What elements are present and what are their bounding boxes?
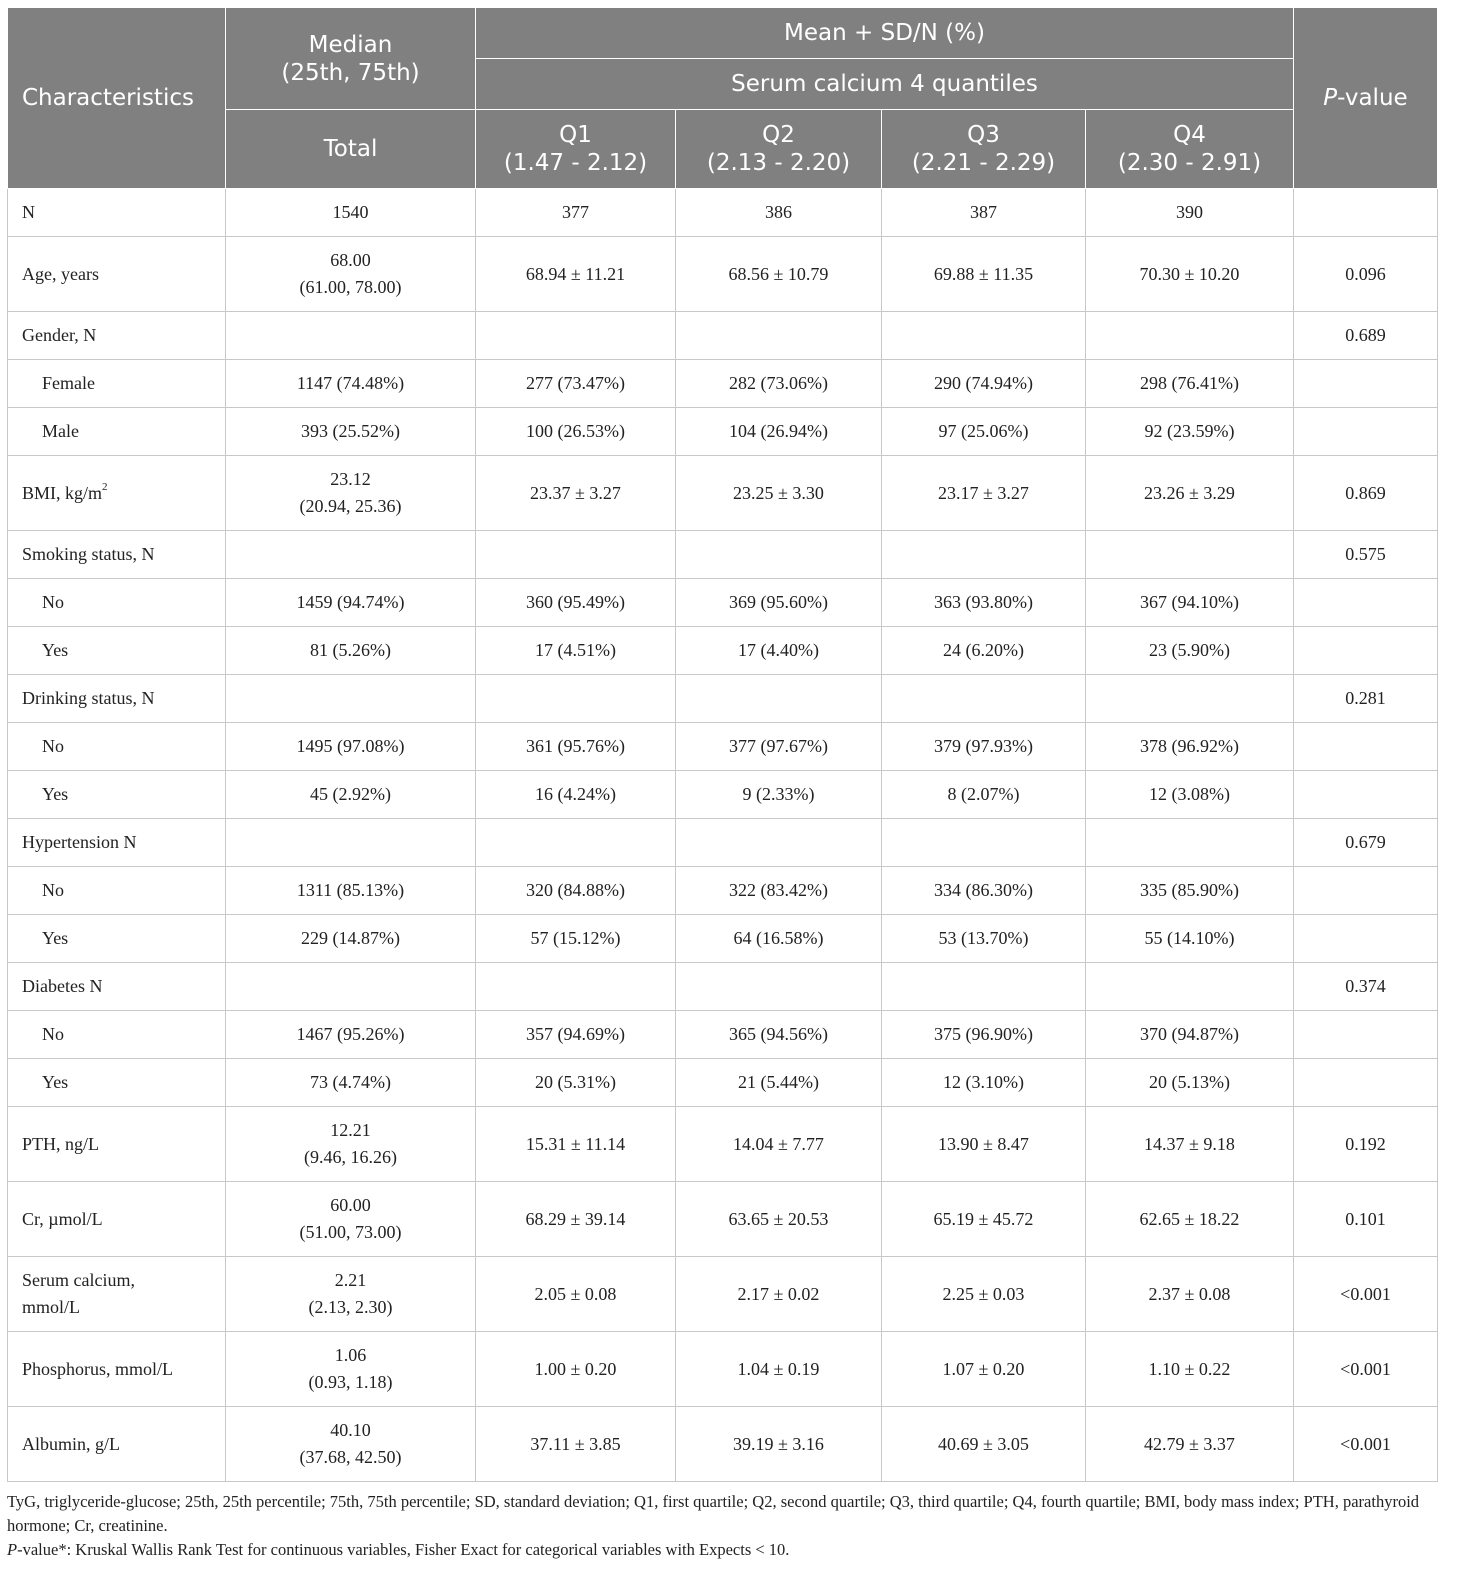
cell-pvalue: [1294, 723, 1438, 771]
row-label: Yes: [8, 1059, 226, 1107]
cell-total: 45 (2.92%): [226, 771, 476, 819]
cell-q1: 2.05 ± 0.08: [476, 1257, 676, 1332]
cell-q1: 1.00 ± 0.20: [476, 1332, 676, 1407]
cell-q4: 390: [1086, 189, 1294, 237]
cell-total: [226, 1107, 476, 1182]
cell-q1: 37.11 ± 3.85: [476, 1407, 676, 1482]
row-label: [8, 1257, 226, 1332]
cell-total: [226, 237, 476, 312]
row-label: Age, years: [8, 237, 226, 312]
cell-q1: 277 (73.47%): [476, 360, 676, 408]
cell-pvalue: [1294, 771, 1438, 819]
cell-total: [226, 456, 476, 531]
row-pth: [8, 1107, 1438, 1182]
header-pvalue: [1294, 8, 1438, 189]
header-q4: [1086, 110, 1294, 189]
cell-q3: 375 (96.90%): [882, 1011, 1086, 1059]
cell-q3: 379 (97.93%): [882, 723, 1086, 771]
cell-total: [226, 1257, 476, 1332]
header-q2-name: Q2: [762, 122, 795, 148]
row-label-superscript: 2: [102, 480, 108, 493]
cell-total: 1147 (74.48%): [226, 360, 476, 408]
row-label: Drinking status, N: [8, 675, 226, 723]
row-drinking: [8, 675, 1438, 723]
row-label: Gender, N: [8, 312, 226, 360]
cell-q2: [676, 531, 882, 579]
cell-pvalue: [1294, 579, 1438, 627]
cell-q2: 23.25 ± 3.30: [676, 456, 882, 531]
header-pvalue-rest: -value: [1337, 85, 1408, 111]
cell-q2: [676, 675, 882, 723]
table-footnotes: [7, 1490, 1437, 1562]
cell-q3: 363 (93.80%): [882, 579, 1086, 627]
cell-pvalue: 0.101: [1294, 1182, 1438, 1257]
cell-q1: 361 (95.76%): [476, 723, 676, 771]
cell-pvalue: [1294, 189, 1438, 237]
cell-q3: [882, 531, 1086, 579]
header-subgroup-title: Serum calcium 4 quantiles: [476, 59, 1294, 110]
header-q3-range: (2.21 - 2.29): [911, 150, 1056, 176]
row-hypertension-yes: [8, 915, 1438, 963]
cell-total-iqr: (0.93, 1.18): [308, 1372, 393, 1392]
row-gender: [8, 312, 1438, 360]
cell-q2: [676, 819, 882, 867]
header-q2: [676, 110, 882, 189]
row-phosphorus: [8, 1332, 1438, 1407]
header-q1: [476, 110, 676, 189]
row-label: PTH, ng/L: [8, 1107, 226, 1182]
cell-total-iqr: (2.13, 2.30): [308, 1297, 393, 1317]
header-q3-name: Q3: [967, 122, 1000, 148]
cell-total-median: 60.00: [330, 1195, 371, 1215]
cell-q4: 378 (96.92%): [1086, 723, 1294, 771]
cell-q1: [476, 819, 676, 867]
cell-q2: 104 (26.94%): [676, 408, 882, 456]
cell-pvalue: <0.001: [1294, 1257, 1438, 1332]
cell-total: 1467 (95.26%): [226, 1011, 476, 1059]
cell-q2: 322 (83.42%): [676, 867, 882, 915]
cell-total: 1495 (97.08%): [226, 723, 476, 771]
row-serum-calcium: [8, 1257, 1438, 1332]
row-label: [8, 456, 226, 531]
cell-q1: 16 (4.24%): [476, 771, 676, 819]
cell-q3: 24 (6.20%): [882, 627, 1086, 675]
cell-q3: 69.88 ± 11.35: [882, 237, 1086, 312]
cell-q2: 17 (4.40%): [676, 627, 882, 675]
row-label: Albumin, g/L: [8, 1407, 226, 1482]
cell-q1: 68.29 ± 39.14: [476, 1182, 676, 1257]
cell-q3: 13.90 ± 8.47: [882, 1107, 1086, 1182]
cell-total-median: 23.12: [330, 469, 371, 489]
row-drinking-no: [8, 723, 1438, 771]
row-label: Phosphorus, mmol/L: [8, 1332, 226, 1407]
cell-q3: [882, 675, 1086, 723]
footnote-pvalue-italic: P: [7, 1540, 18, 1559]
cell-q3: 290 (74.94%): [882, 360, 1086, 408]
header-median: [226, 8, 476, 110]
cell-q2: [676, 963, 882, 1011]
baseline-characteristics-table: [7, 7, 1438, 1482]
cell-total: 1311 (85.13%): [226, 867, 476, 915]
row-smoking: [8, 531, 1438, 579]
cell-total: [226, 963, 476, 1011]
cell-pvalue: 0.096: [1294, 237, 1438, 312]
row-label: Hypertension N: [8, 819, 226, 867]
row-label: No: [8, 867, 226, 915]
row-cr: [8, 1182, 1438, 1257]
cell-pvalue: [1294, 915, 1438, 963]
cell-pvalue: 0.192: [1294, 1107, 1438, 1182]
header-total: Total: [226, 110, 476, 189]
cell-q4: 12 (3.08%): [1086, 771, 1294, 819]
cell-pvalue: <0.001: [1294, 1332, 1438, 1407]
cell-q1: 17 (4.51%): [476, 627, 676, 675]
cell-q4: [1086, 312, 1294, 360]
cell-q2: 282 (73.06%): [676, 360, 882, 408]
cell-pvalue: <0.001: [1294, 1407, 1438, 1482]
cell-q4: 2.37 ± 0.08: [1086, 1257, 1294, 1332]
row-label: No: [8, 723, 226, 771]
cell-q1: 20 (5.31%): [476, 1059, 676, 1107]
cell-q2: 365 (94.56%): [676, 1011, 882, 1059]
cell-q2: 2.17 ± 0.02: [676, 1257, 882, 1332]
cell-q1: 357 (94.69%): [476, 1011, 676, 1059]
cell-q3: 1.07 ± 0.20: [882, 1332, 1086, 1407]
cell-q2: 9 (2.33%): [676, 771, 882, 819]
cell-q2: 63.65 ± 20.53: [676, 1182, 882, 1257]
header-median-line1: Median: [308, 31, 393, 58]
row-label: N: [8, 189, 226, 237]
cell-q2: 39.19 ± 3.16: [676, 1407, 882, 1482]
cell-q2: [676, 312, 882, 360]
header-group-title: Mean + SD/N (%): [476, 8, 1294, 59]
cell-total-iqr: (9.46, 16.26): [304, 1147, 397, 1167]
row-label: Smoking status, N: [8, 531, 226, 579]
header-q2-range: (2.13 - 2.20): [706, 150, 851, 176]
cell-q1: [476, 312, 676, 360]
cell-q4: 23.26 ± 3.29: [1086, 456, 1294, 531]
cell-q3: 387: [882, 189, 1086, 237]
row-label: Yes: [8, 915, 226, 963]
cell-q1: 23.37 ± 3.27: [476, 456, 676, 531]
row-label: Male: [8, 408, 226, 456]
cell-q4: 23 (5.90%): [1086, 627, 1294, 675]
cell-pvalue: 0.869: [1294, 456, 1438, 531]
row-label: Cr, µmol/L: [8, 1182, 226, 1257]
footnote-abbreviations: TyG, triglyceride-glucose; 25th, 25th percentile; 75th, 75th percentile; SD, standard deviation; Q1, first quartile; Q2, second quartile; Q3, third quartile; Q4, fourth quartile; BMI, body mass index; PTH, parathyroid hormone; Cr, creatinine.: [7, 1492, 1420, 1535]
cell-q1: 377: [476, 189, 676, 237]
cell-pvalue: [1294, 408, 1438, 456]
cell-q4: [1086, 963, 1294, 1011]
cell-q4: 14.37 ± 9.18: [1086, 1107, 1294, 1182]
table-container: [7, 7, 1437, 1562]
cell-total-median: 1.06: [334, 1345, 367, 1365]
cell-pvalue: 0.374: [1294, 963, 1438, 1011]
cell-q1: [476, 675, 676, 723]
cell-q1: 68.94 ± 11.21: [476, 237, 676, 312]
cell-q3: [882, 312, 1086, 360]
row-gender-male: [8, 408, 1438, 456]
cell-total: [226, 675, 476, 723]
cell-total: [226, 312, 476, 360]
cell-q2: 377 (97.67%): [676, 723, 882, 771]
cell-q1: 15.31 ± 11.14: [476, 1107, 676, 1182]
header-pvalue-italic: P: [1323, 85, 1338, 111]
cell-q4: 62.65 ± 18.22: [1086, 1182, 1294, 1257]
cell-pvalue: [1294, 360, 1438, 408]
cell-pvalue: [1294, 1011, 1438, 1059]
row-label: No: [8, 1011, 226, 1059]
footnote-pvalue-text: -value*: Kruskal Wallis Rank Test for continuous variables, Fisher Exact for categorical variables with Expects < 10.: [17, 1540, 790, 1559]
cell-q3: 23.17 ± 3.27: [882, 456, 1086, 531]
row-smoking-no: [8, 579, 1438, 627]
cell-total: 1459 (94.74%): [226, 579, 476, 627]
cell-pvalue: 0.689: [1294, 312, 1438, 360]
cell-q4: 20 (5.13%): [1086, 1059, 1294, 1107]
cell-q2: 1.04 ± 0.19: [676, 1332, 882, 1407]
cell-q3: 12 (3.10%): [882, 1059, 1086, 1107]
cell-pvalue: 0.281: [1294, 675, 1438, 723]
cell-q4: [1086, 819, 1294, 867]
cell-q4: [1086, 675, 1294, 723]
cell-q3: 40.69 ± 3.05: [882, 1407, 1086, 1482]
table-body: [8, 189, 1438, 1482]
cell-total: [226, 819, 476, 867]
cell-total: [226, 1182, 476, 1257]
cell-total: 229 (14.87%): [226, 915, 476, 963]
cell-q4: [1086, 531, 1294, 579]
row-drinking-yes: [8, 771, 1438, 819]
cell-pvalue: 0.575: [1294, 531, 1438, 579]
row-label-text: BMI, kg/m: [22, 482, 103, 503]
cell-total: 81 (5.26%): [226, 627, 476, 675]
cell-total: 393 (25.52%): [226, 408, 476, 456]
cell-q2: 68.56 ± 10.79: [676, 237, 882, 312]
row-smoking-yes: [8, 627, 1438, 675]
cell-q2: 386: [676, 189, 882, 237]
cell-q2: 369 (95.60%): [676, 579, 882, 627]
cell-q4: 335 (85.90%): [1086, 867, 1294, 915]
row-label-line1: Serum calcium,: [22, 1270, 135, 1290]
cell-q4: 370 (94.87%): [1086, 1011, 1294, 1059]
row-albumin: [8, 1407, 1438, 1482]
cell-q2: 21 (5.44%): [676, 1059, 882, 1107]
cell-total-median: 68.00: [330, 250, 371, 270]
cell-total: [226, 1407, 476, 1482]
row-gender-female: [8, 360, 1438, 408]
cell-q4: 367 (94.10%): [1086, 579, 1294, 627]
row-hypertension: [8, 819, 1438, 867]
cell-total-iqr: (51.00, 73.00): [299, 1222, 402, 1242]
cell-total-median: 12.21: [330, 1120, 371, 1140]
cell-q2: 64 (16.58%): [676, 915, 882, 963]
row-diabetes-yes: [8, 1059, 1438, 1107]
header-characteristics: Characteristics: [8, 8, 226, 189]
cell-pvalue: [1294, 1059, 1438, 1107]
cell-q3: 2.25 ± 0.03: [882, 1257, 1086, 1332]
row-label: Yes: [8, 627, 226, 675]
cell-pvalue: [1294, 867, 1438, 915]
cell-q4: 298 (76.41%): [1086, 360, 1294, 408]
row-age: [8, 237, 1438, 312]
cell-q4: 92 (23.59%): [1086, 408, 1294, 456]
row-label: Yes: [8, 771, 226, 819]
cell-q4: 55 (14.10%): [1086, 915, 1294, 963]
cell-q3: 53 (13.70%): [882, 915, 1086, 963]
cell-q3: 334 (86.30%): [882, 867, 1086, 915]
cell-q3: 8 (2.07%): [882, 771, 1086, 819]
row-label-line2: mmol/L: [22, 1297, 80, 1317]
cell-total-iqr: (61.00, 78.00): [299, 277, 402, 297]
header-median-line2: (25th, 75th): [281, 59, 420, 86]
cell-q3: 97 (25.06%): [882, 408, 1086, 456]
cell-pvalue: [1294, 627, 1438, 675]
row-hypertension-no: [8, 867, 1438, 915]
row-label: Female: [8, 360, 226, 408]
cell-q4: 42.79 ± 3.37: [1086, 1407, 1294, 1482]
cell-total: 1540: [226, 189, 476, 237]
footnote-pvalue: [7, 1538, 1437, 1562]
row-diabetes-no: [8, 1011, 1438, 1059]
cell-total-iqr: (20.94, 25.36): [299, 496, 402, 516]
cell-q1: [476, 963, 676, 1011]
cell-total: [226, 531, 476, 579]
cell-q4: 70.30 ± 10.20: [1086, 237, 1294, 312]
cell-total: 73 (4.74%): [226, 1059, 476, 1107]
cell-q1: 57 (15.12%): [476, 915, 676, 963]
header-q1-name: Q1: [559, 122, 592, 148]
cell-q3: 65.19 ± 45.72: [882, 1182, 1086, 1257]
row-bmi: [8, 456, 1438, 531]
cell-q3: [882, 963, 1086, 1011]
header-q1-range: (1.47 - 2.12): [503, 150, 648, 176]
header-q4-name: Q4: [1173, 122, 1206, 148]
row-label: No: [8, 579, 226, 627]
row-label: Diabetes N: [8, 963, 226, 1011]
cell-total: [226, 1332, 476, 1407]
cell-q1: [476, 531, 676, 579]
cell-total-iqr: (37.68, 42.50): [299, 1447, 402, 1467]
cell-q2: 14.04 ± 7.77: [676, 1107, 882, 1182]
row-n: [8, 189, 1438, 237]
header-q4-range: (2.30 - 2.91): [1117, 150, 1262, 176]
cell-q4: 1.10 ± 0.22: [1086, 1332, 1294, 1407]
cell-q3: [882, 819, 1086, 867]
cell-total-median: 40.10: [330, 1420, 371, 1440]
cell-q1: 100 (26.53%): [476, 408, 676, 456]
cell-pvalue: 0.679: [1294, 819, 1438, 867]
row-diabetes: [8, 963, 1438, 1011]
cell-total-median: 2.21: [334, 1270, 367, 1290]
cell-q1: 320 (84.88%): [476, 867, 676, 915]
header-q3: [882, 110, 1086, 189]
cell-q1: 360 (95.49%): [476, 579, 676, 627]
table-header: [8, 8, 1438, 189]
